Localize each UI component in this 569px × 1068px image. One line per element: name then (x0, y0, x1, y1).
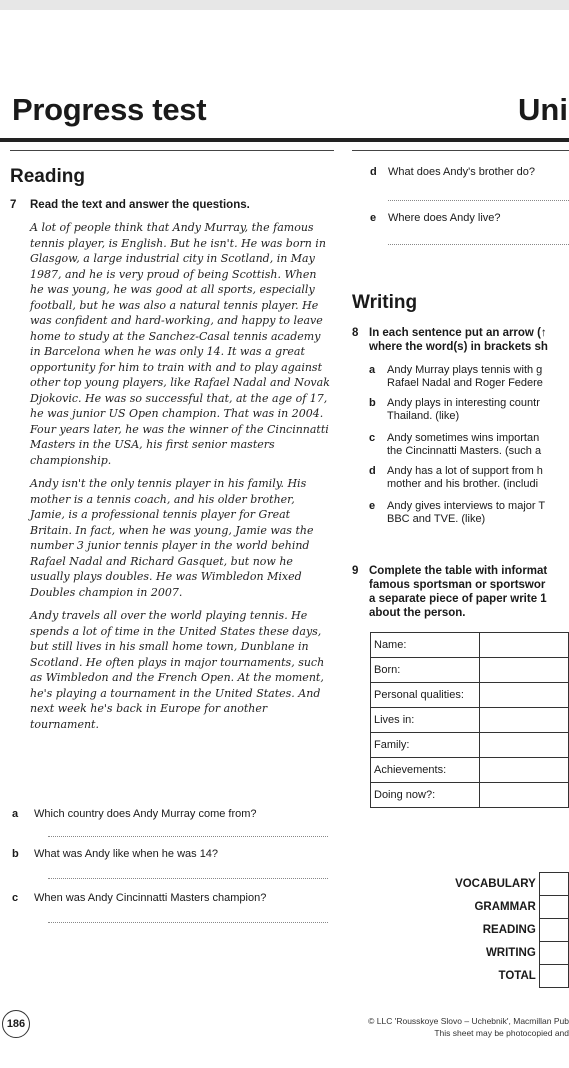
item-line-2: BBC and TVE. (like) (387, 513, 486, 525)
score-row (445, 896, 569, 919)
item-line-2: Rafael Nadal and Roger Federe (387, 377, 543, 389)
question-d (370, 166, 569, 178)
table-cell[interactable] (480, 708, 569, 733)
score-label: GRAMMAR (474, 901, 536, 913)
table-cell[interactable] (480, 683, 569, 708)
score-box[interactable] (539, 965, 568, 988)
item-line-2: Thailand. (like) (387, 410, 460, 422)
question-9-line-3: a separate piece of paper write 1 (369, 593, 547, 605)
question-letter: c (12, 892, 19, 904)
question-letter: e (370, 212, 377, 224)
item-line-2: mother and his brother. (includi (387, 478, 539, 490)
question-e (370, 212, 569, 224)
table-label: Achievements: (371, 758, 480, 783)
score-label: WRITING (485, 947, 536, 959)
item-line-1: Andy has a lot of support from h (387, 465, 543, 477)
score-row (445, 919, 569, 942)
question-letter: a (12, 808, 19, 820)
question-9-instruction (352, 564, 569, 620)
table-row (371, 658, 569, 683)
question-8-line-1: In each sentence put an arrow (↑ (369, 327, 547, 339)
question-c (12, 892, 328, 904)
table-label: Name: (371, 633, 480, 658)
profile-table (370, 632, 569, 808)
score-row (445, 965, 569, 988)
score-label: TOTAL (498, 970, 536, 982)
page-title: Progress test (12, 92, 207, 127)
question-7-instruction (10, 198, 340, 212)
score-box[interactable] (539, 919, 568, 942)
score-table (445, 872, 569, 988)
table-cell[interactable] (480, 658, 569, 683)
table-row (371, 783, 569, 808)
passage-paragraph-1: A lot of people think that Andy Murray, the famous tennis player, is English. But he isn't. He was born in Glasgow, a large industrial city in Scotland, in May 1987, and he is very proud of being Scottish. When he was young, he was good at all sports, especially football, but he was also a natural tennis player. He was confident and hard-working, and happy to leave home to study at the Sanchez-Casal tennis academy in Barcelona when he was only 14. It was a great opportunity for him to train with and to play against other top young players, like Rafael Nadal and Novak Djokovic. He was so successful that, at the age of 17, he was junior US Open champion. That was in 2004. Four years later, he was the winner of the Cincinnatti Masters in the USA, his first senior masters championship. (30, 221, 330, 467)
answer-line-e[interactable] (388, 244, 569, 245)
question-9-number: 9 (352, 565, 359, 577)
item-letter: c (369, 432, 376, 444)
score-box[interactable] (539, 873, 568, 896)
item-line-1: Andy sometimes wins importan (387, 432, 540, 444)
footer-line-2: This sheet may be photocopied and (434, 1028, 569, 1038)
question-text: When was Andy Cincinnatti Masters champion? (34, 892, 267, 904)
writing-heading: Writing (352, 292, 418, 313)
writing-items (369, 364, 569, 534)
item-letter: b (369, 397, 376, 409)
question-8-instruction (352, 326, 569, 354)
passage-paragraph-2: Andy isn't the only tennis player in his family. His mother is a tennis coach, and his older brother, Jamie, is a professional tennis player for Great Britain. In fact, when he was young, Jamie was the number 3 junior tennis player in the world behind Rafael Nadal and Richard Gasquet, but now he usually plays doubles. He was Wimbledon Mixed Doubles champion in 2007. (30, 477, 314, 599)
table-label: Family: (371, 733, 480, 758)
table-label: Born: (371, 658, 480, 683)
reading-heading: Reading (10, 166, 85, 187)
table-label: Personal qualities: (371, 683, 480, 708)
score-label: VOCABULARY (455, 878, 536, 890)
table-row (371, 683, 569, 708)
table-row (371, 758, 569, 783)
reading-passage (10, 220, 330, 732)
top-margin-bar (0, 0, 569, 10)
answer-line-a[interactable] (48, 836, 328, 837)
item-line-1: Andy Murray plays tennis with g (387, 364, 543, 376)
question-9-line-4: about the person. (369, 607, 466, 619)
table-cell[interactable] (480, 783, 569, 808)
header-divider (0, 138, 569, 142)
item-letter: e (369, 500, 376, 512)
footer-line-1: © LLC 'Rousskoye Slovo – Uchebnik', Macmillan Pub (368, 1016, 569, 1026)
question-9-line-2: famous sportsman or sportswor (369, 579, 546, 591)
page-number: 186 (2, 1010, 30, 1038)
table-cell[interactable] (480, 633, 569, 658)
unit-label: Uni (518, 92, 568, 127)
question-b (12, 848, 328, 860)
writing-item-b (369, 397, 569, 423)
writing-item-e (369, 500, 569, 526)
writing-item-c (369, 432, 569, 458)
question-a (12, 808, 328, 820)
score-box[interactable] (539, 896, 568, 919)
reading-section (10, 150, 340, 740)
score-row (445, 873, 569, 896)
answer-line-c[interactable] (48, 922, 328, 923)
item-letter: a (369, 364, 376, 376)
writing-item-d (369, 465, 569, 491)
question-text: What does Andy's brother do? (388, 166, 536, 178)
answer-line-b[interactable] (48, 878, 328, 879)
item-letter: d (369, 465, 376, 477)
question-letter: d (370, 166, 377, 178)
passage-paragraph-3: Andy travels all over the world playing tennis. He spends a lot of time in the United States these days, but still lives in his small home town, Dunblane in Scotland. He often plays in major tournaments, such as Wimbledon and the French Open. At the moment, he's playing a tournament in the United States. And next week he's back in Europe for another tournament. (30, 609, 325, 731)
score-box[interactable] (539, 942, 568, 965)
table-row (371, 633, 569, 658)
right-column-divider (352, 150, 569, 151)
copyright-footer (368, 1015, 569, 1039)
table-label: Doing now?: (371, 783, 480, 808)
score-label: READING (482, 924, 536, 936)
answer-line-d[interactable] (388, 200, 569, 201)
writing-section (352, 292, 569, 314)
question-9-line-1: Complete the table with informat (369, 565, 548, 577)
table-row (371, 733, 569, 758)
table-cell[interactable] (480, 733, 569, 758)
item-line-1: Andy gives interviews to major T (387, 500, 546, 512)
table-row (371, 708, 569, 733)
question-letter: b (12, 848, 19, 860)
writing-item-a (369, 364, 569, 390)
question-8-number: 8 (352, 327, 359, 339)
question-8-line-2: where the word(s) in brackets sh (369, 341, 548, 353)
item-line-2: the Cincinnatti Masters. (such a (387, 445, 542, 457)
question-7-number: 7 (10, 199, 17, 211)
score-row (445, 942, 569, 965)
question-text: Which country does Andy Murray come from? (34, 808, 257, 820)
table-label: Lives in: (371, 708, 480, 733)
item-line-1: Andy plays in interesting countr (387, 397, 540, 409)
question-7-text: Read the text and answer the questions. (30, 199, 250, 211)
table-cell[interactable] (480, 758, 569, 783)
question-text: What was Andy like when he was 14? (34, 848, 219, 860)
question-text: Where does Andy live? (388, 212, 501, 224)
